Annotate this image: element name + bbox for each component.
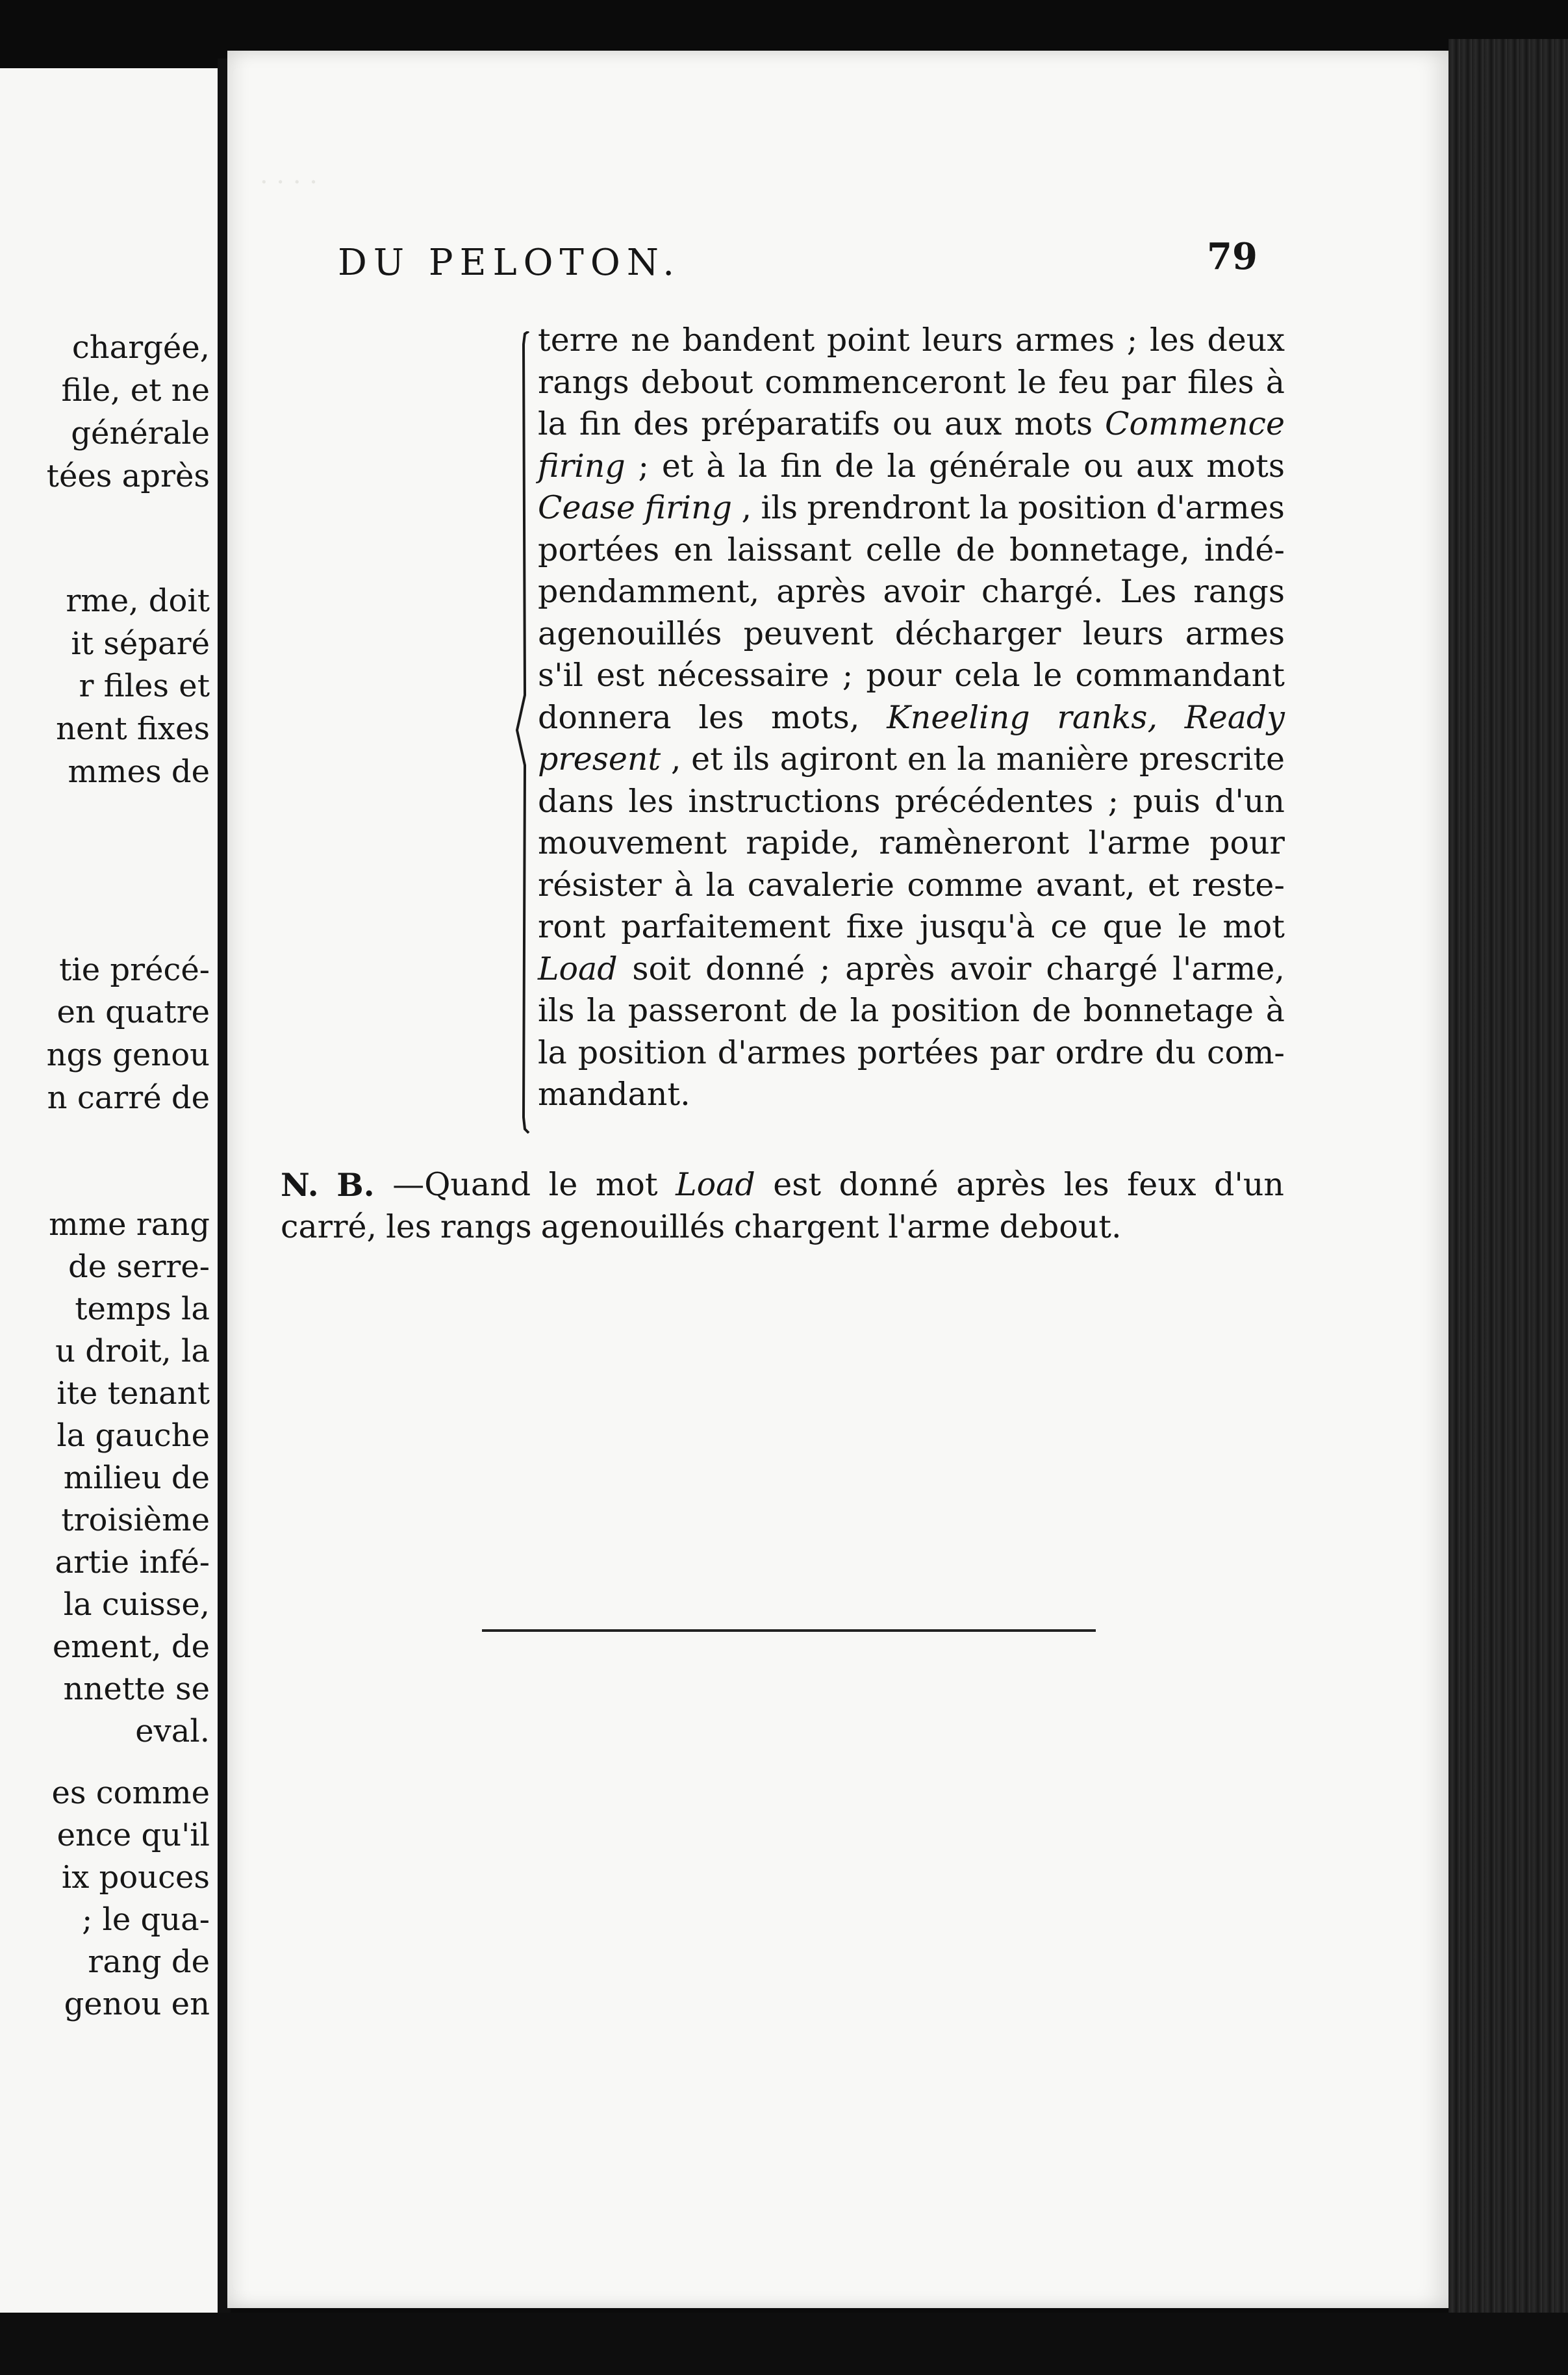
word: les <box>698 698 744 736</box>
body-line <box>538 362 1285 404</box>
italic-word: Load <box>676 1166 755 1203</box>
word: reste- <box>1192 866 1285 904</box>
word: après <box>776 573 866 610</box>
section-rule <box>482 1629 1096 1632</box>
word: la <box>587 992 616 1029</box>
body-line <box>538 990 1285 1032</box>
word: l'arme, <box>1172 950 1285 987</box>
word: position <box>891 992 1020 1029</box>
body-line <box>538 906 1285 948</box>
word: la <box>538 1034 567 1071</box>
word: le <box>1033 657 1063 694</box>
word: debout <box>640 363 753 401</box>
word: avoir <box>950 950 1031 987</box>
word: mot <box>1222 908 1285 945</box>
word: leurs <box>922 322 1004 359</box>
word: d'armes <box>717 1034 846 1071</box>
left-page-line: genou en <box>64 1986 210 2022</box>
left-page-line: es comme <box>51 1775 210 1811</box>
word: Les <box>1120 573 1177 610</box>
body-line <box>538 739 1285 781</box>
word: résister <box>538 866 662 904</box>
word: commenceront <box>765 363 1006 401</box>
body-line <box>538 613 1285 655</box>
bold-word: B. <box>336 1166 375 1204</box>
word: aux <box>1135 447 1194 485</box>
facing-page-left <box>0 68 221 2313</box>
word: carré, <box>281 1208 377 1245</box>
word: , <box>741 489 752 526</box>
margin-brace-mark <box>512 331 535 1134</box>
left-page-line: mmes de <box>68 754 210 790</box>
word: puis <box>1133 782 1200 820</box>
left-page-line: tie précé- <box>59 952 210 988</box>
left-page-line: générale <box>71 415 210 451</box>
word: que <box>1102 908 1163 945</box>
running-head: DU PELOTON. <box>338 242 681 284</box>
word: s'il <box>538 657 583 694</box>
word: mots, <box>771 698 860 736</box>
body-line <box>538 446 1285 488</box>
nota-bene-paragraph <box>281 1164 1284 1248</box>
body-line <box>538 403 1285 446</box>
word: donné <box>839 1166 939 1203</box>
word: prescrite <box>1139 741 1285 778</box>
word: peuvent <box>743 615 874 652</box>
word: avoir <box>883 573 965 610</box>
word: passeront <box>627 992 787 1029</box>
word: parfaitement <box>621 908 831 945</box>
body-line <box>538 655 1285 697</box>
word: du <box>1155 1034 1196 1071</box>
word: armes <box>1015 322 1115 359</box>
word: les <box>386 1208 431 1245</box>
word: position <box>577 1034 707 1071</box>
word: ; <box>819 950 831 987</box>
word: pour <box>1209 824 1285 861</box>
left-page-line: rme, doit <box>66 583 210 619</box>
word: rangs <box>440 1208 532 1245</box>
word: la <box>738 447 768 485</box>
word: ; <box>1126 322 1138 359</box>
body-line <box>538 529 1285 572</box>
word: la <box>957 741 987 778</box>
word: indé- <box>1204 531 1285 568</box>
word: armes <box>1185 615 1285 652</box>
word: est <box>596 657 644 694</box>
word: d'un <box>1215 782 1285 820</box>
word: files <box>1187 363 1254 401</box>
left-page-line: ; le qua- <box>82 1901 210 1938</box>
left-page-line: tées après <box>46 458 210 494</box>
word: décharger <box>894 615 1061 652</box>
word: celle <box>865 531 942 568</box>
word: de <box>798 992 838 1029</box>
word: ; <box>1107 782 1119 820</box>
word: feu <box>1058 363 1109 401</box>
word: commandant <box>1075 657 1285 694</box>
italic-word: Ready <box>1184 698 1285 736</box>
word: est <box>773 1166 822 1203</box>
body-line <box>538 320 1285 362</box>
word: fin <box>780 447 822 485</box>
word: pendamment, <box>538 573 760 610</box>
word: à <box>706 447 726 485</box>
word: aux <box>944 405 1002 442</box>
word: ront <box>538 908 606 945</box>
left-page-line: mme rang <box>49 1206 210 1243</box>
page-number: 79 <box>1207 235 1258 278</box>
body-line <box>538 781 1285 823</box>
note-line <box>281 1164 1284 1206</box>
word: —Quand <box>392 1166 531 1203</box>
italic-word: firing <box>644 489 733 526</box>
word: mots <box>1014 405 1093 442</box>
word: ou <box>1083 447 1124 485</box>
word: de <box>955 531 996 568</box>
word: com- <box>1207 1034 1285 1071</box>
word: terre <box>538 322 619 359</box>
word: et <box>1148 866 1180 904</box>
left-page-line: eval. <box>135 1713 210 1749</box>
word: feux <box>1127 1166 1196 1203</box>
body-line <box>538 1032 1285 1074</box>
left-page-line: ement, de <box>52 1629 210 1665</box>
word: préparatifs <box>701 405 881 442</box>
left-page-line: nent fixes <box>56 711 210 747</box>
left-page-line: r files et <box>79 668 210 704</box>
word: d'un <box>1214 1166 1284 1203</box>
word: la <box>850 992 879 1029</box>
italic-word: Commence <box>1105 405 1285 442</box>
italic-word: Cease <box>538 489 635 526</box>
word: ils <box>733 741 770 778</box>
word: chargent <box>733 1208 879 1245</box>
word: cavalerie <box>747 866 895 904</box>
word: à <box>1265 363 1285 401</box>
word: dans <box>538 782 614 820</box>
word: les <box>1149 322 1195 359</box>
word: ils <box>761 489 798 526</box>
word: à <box>1265 992 1285 1029</box>
left-page-line: ngs genou <box>46 1037 210 1073</box>
word: comme <box>907 866 1024 904</box>
body-line <box>538 865 1285 907</box>
word: rapide, <box>746 824 860 861</box>
word: donné <box>705 950 805 987</box>
word: ramèneront <box>879 824 1070 861</box>
body-line <box>538 948 1285 991</box>
left-page-line: artie infé- <box>55 1544 210 1581</box>
word: le <box>1178 908 1208 945</box>
word: rangs <box>538 363 629 401</box>
word: fin <box>579 405 622 442</box>
show-through-text: · · · · <box>260 168 318 197</box>
word: bandent <box>682 322 815 359</box>
word: mandant. <box>538 1076 690 1113</box>
word: des <box>633 405 689 442</box>
word: à <box>674 866 694 904</box>
word: prendront <box>807 489 970 526</box>
left-page-line: temps la <box>75 1291 210 1327</box>
word: leurs <box>1082 615 1164 652</box>
word: instructions <box>688 782 881 820</box>
word: en <box>907 741 947 778</box>
left-page-line: la cuisse, <box>63 1586 210 1623</box>
word: nécessaire <box>657 657 829 694</box>
body-paragraph <box>538 320 1285 1116</box>
word: mot <box>595 1166 658 1203</box>
word: par <box>989 1034 1044 1071</box>
body-line <box>538 487 1285 529</box>
body-line <box>538 1074 1285 1116</box>
left-page-line: milieu de <box>63 1460 210 1496</box>
word: ils <box>538 992 575 1029</box>
bold-word: N. <box>281 1166 319 1204</box>
word: par <box>1121 363 1176 401</box>
book-edge <box>1448 39 1568 2339</box>
word: deux <box>1207 322 1285 359</box>
word: manière <box>996 741 1130 778</box>
word: mouvement <box>538 824 727 861</box>
word: agiront <box>779 741 898 778</box>
word: la <box>538 405 567 442</box>
left-page-line: en quatre <box>57 994 210 1030</box>
scan-border-bottom <box>0 2313 1568 2375</box>
word: ; <box>638 447 650 485</box>
word: de <box>835 447 874 485</box>
word: et <box>691 741 723 778</box>
word: chargé. <box>981 573 1104 610</box>
word: générale <box>929 447 1071 485</box>
word: laissant <box>727 531 852 568</box>
italic-word: present <box>538 741 661 778</box>
italic-word: Kneeling <box>887 698 1030 736</box>
word: ou <box>892 405 933 442</box>
left-page-line: ence qu'il <box>57 1817 210 1853</box>
word: agenouillés <box>538 615 722 652</box>
word: pour <box>866 657 942 694</box>
word: le <box>548 1166 578 1203</box>
body-line <box>538 697 1285 739</box>
left-page-line: rang de <box>88 1944 210 1980</box>
word: bonnetage, <box>1009 531 1190 568</box>
word: point <box>826 322 910 359</box>
italic-word: ranks, <box>1057 698 1158 736</box>
word: ordre <box>1055 1034 1144 1071</box>
left-page-line: ite tenant <box>57 1375 210 1412</box>
word: et <box>661 447 694 485</box>
word: portées <box>538 531 660 568</box>
italic-word: Load <box>538 950 618 987</box>
left-page-line: u droit, la <box>55 1333 210 1369</box>
word: donnera <box>538 698 672 736</box>
word: ce <box>1050 908 1087 945</box>
word: l'arme <box>888 1208 991 1245</box>
word: mots <box>1206 447 1285 485</box>
word: ne <box>631 322 670 359</box>
left-page-line: de serre- <box>68 1249 210 1285</box>
word: avant, <box>1035 866 1135 904</box>
word: la <box>705 866 735 904</box>
word: soit <box>632 950 691 987</box>
word: après <box>845 950 935 987</box>
word: les <box>1063 1166 1109 1203</box>
word: les <box>628 782 674 820</box>
left-page-line: file, et ne <box>61 372 210 409</box>
left-page-line: troisième <box>61 1502 210 1538</box>
left-page-line: la gauche <box>57 1417 210 1454</box>
word: cela <box>954 657 1020 694</box>
note-line <box>281 1206 1284 1249</box>
word: l'arme <box>1088 824 1191 861</box>
word: jusqu'à <box>919 908 1035 945</box>
word: la <box>887 447 917 485</box>
word: ; <box>842 657 854 694</box>
word: agenouillés <box>540 1208 725 1245</box>
word: debout. <box>999 1208 1122 1245</box>
word: le <box>1017 363 1047 401</box>
left-page-line: nnette se <box>63 1671 210 1707</box>
word: de <box>1031 992 1072 1029</box>
word: chargé <box>1046 950 1158 987</box>
italic-word: firing <box>538 447 626 485</box>
word: la <box>979 489 1009 526</box>
left-page-line: chargée, <box>71 329 210 366</box>
word: , <box>670 741 681 778</box>
body-line <box>538 822 1285 865</box>
left-page-line: ix pouces <box>61 1859 210 1896</box>
body-line <box>538 571 1285 613</box>
word: précédentes <box>894 782 1094 820</box>
word: d'armes <box>1156 489 1285 526</box>
word: après <box>956 1166 1046 1203</box>
word: en <box>674 531 713 568</box>
left-page-line: n carré de <box>47 1080 210 1116</box>
word: rangs <box>1193 573 1285 610</box>
left-page-line: it séparé <box>71 626 210 662</box>
word: portées <box>857 1034 979 1071</box>
word: bonnetage <box>1083 992 1254 1029</box>
word: fixe <box>846 908 904 945</box>
word: position <box>1018 489 1147 526</box>
